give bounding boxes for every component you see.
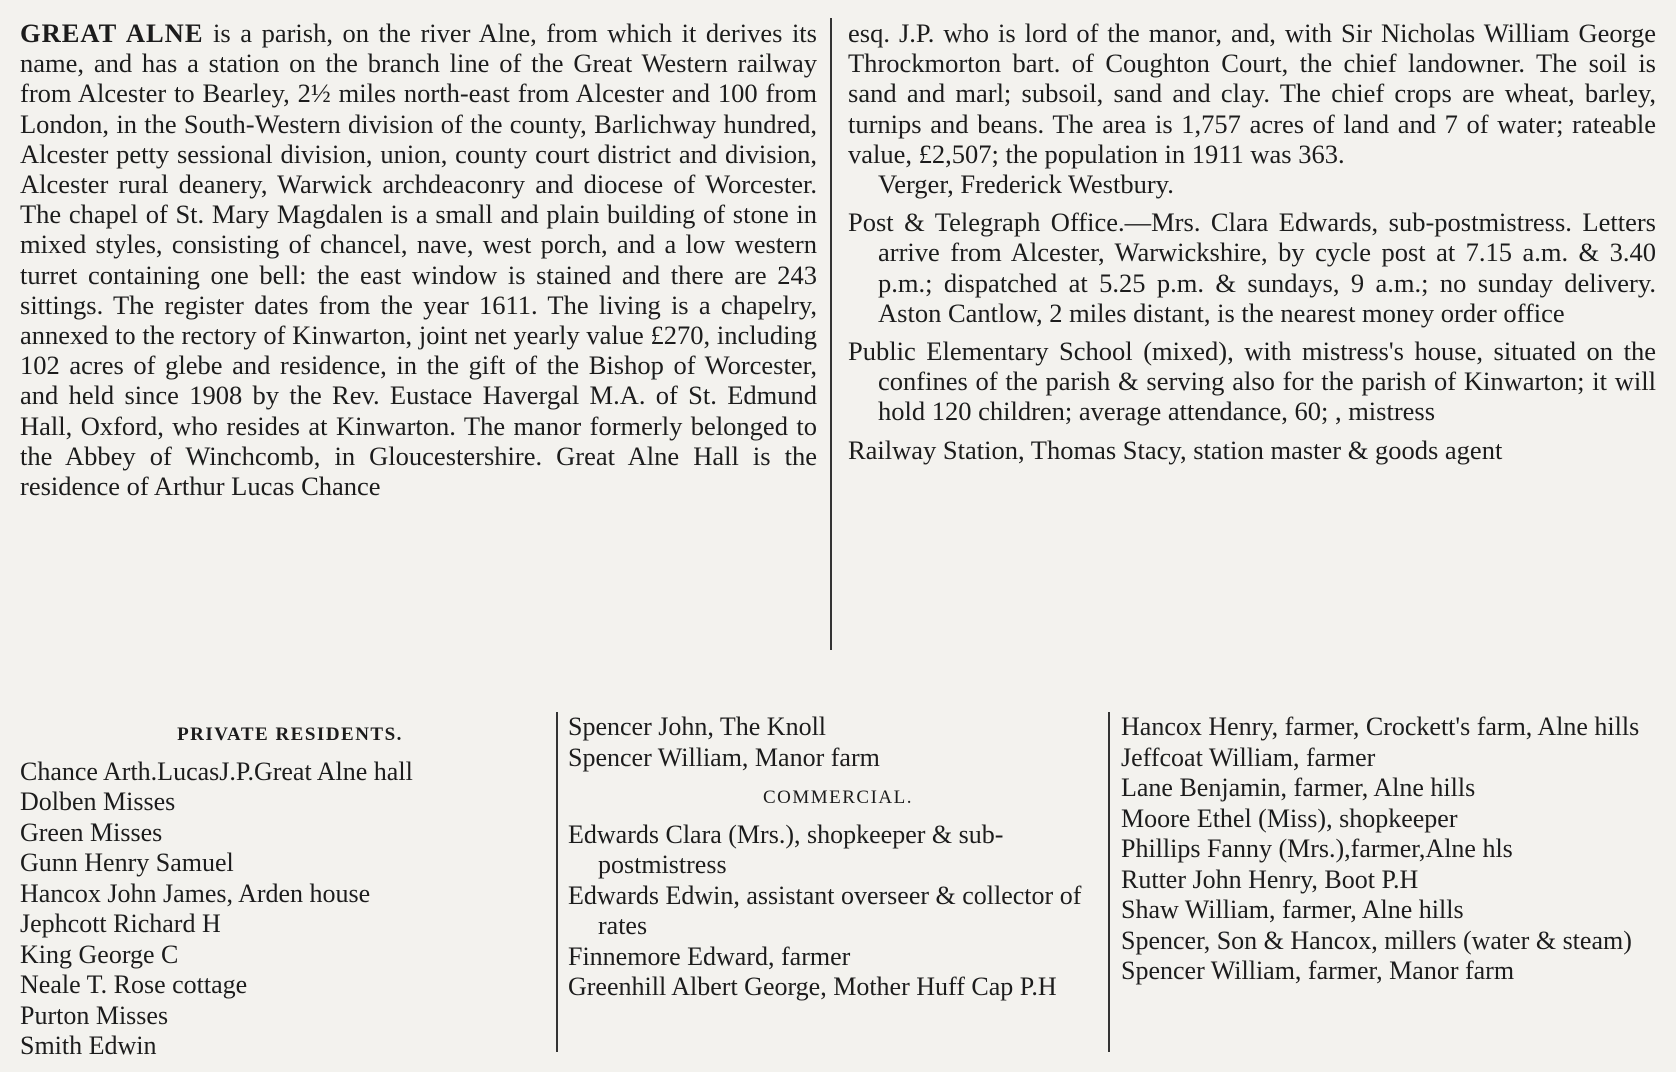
parish-name: GREAT ALNE xyxy=(20,18,204,48)
school-entry: Public Elementary School (mixed), with mistress's house, situated on the confines of the parish & serving also for the parish of Kinwarton; it will hold 120 children; average attendance, 60; , mistress xyxy=(848,336,1656,427)
parish-continuation: esq. J.P. who is lord of the manor, and, with Sir Nicholas William George Throckmorton bart. of Coughton Court, the chief landowner. The soil is sand and marl; subsoil, sand and clay. The chief crops are wheat, barley, turnips and beans. The area is 1,757 acres of land and 7 of water; rateable value, £2,507; the population in 1911 was 363. xyxy=(848,18,1656,169)
list-item: Spencer William, farmer, Manor farm xyxy=(1121,956,1515,985)
commercial-column-continued xyxy=(1121,712,1661,987)
list-item: Jephcott Richard H xyxy=(20,909,221,938)
column-divider-top xyxy=(830,18,832,650)
private-residents-column xyxy=(20,712,560,1062)
list-item: Hancox Henry, farmer, Crockett's farm, Alne hills xyxy=(1121,712,1640,741)
list-item: Dolben Misses xyxy=(20,787,176,816)
list-item: Green Misses xyxy=(20,817,163,847)
post-office-entry: Post & Telegraph Office.—Mrs. Clara Edwards, sub-postmistress. Letters arrive from Alcester, Warwickshire, by cycle post at 7.15 a.m. & 3.40 p.m.; dispatched at 5.25 p.m. & sundays, 9 a.m.; no sunday delivery. Aston Cantlow, 2 miles distant, is the nearest money order office xyxy=(848,207,1656,328)
column-divider-lower-left xyxy=(556,712,558,1052)
parish-details-column xyxy=(848,18,1656,465)
list-item: Neale T. Rose cottage xyxy=(20,970,248,999)
list-item: Edwards Clara (Mrs.), shopkeeper & sub-postmistress xyxy=(568,819,1004,879)
list-item: Jeffcoat William, farmer xyxy=(1121,742,1376,772)
list-item: Spencer William, Manor farm xyxy=(568,742,880,772)
list-item: Smith Edwin xyxy=(20,1031,157,1060)
list-item: Moore Ethel (Miss), shopkeeper xyxy=(1121,803,1458,833)
parish-description-column xyxy=(20,18,817,501)
commercial-column xyxy=(568,712,1108,1003)
list-item: Purton Misses xyxy=(20,1000,169,1030)
list-item: Lane Benjamin, farmer, Alne hills xyxy=(1121,773,1476,802)
list-item: Gunn Henry Samuel xyxy=(20,848,234,877)
commercial-heading: COMMERCIAL. xyxy=(762,787,914,808)
parish-description xyxy=(20,18,817,501)
list-item: Spencer John, The Knoll xyxy=(568,712,827,741)
list-item: Greenhill Albert George, Mother Huff Cap P.H xyxy=(568,972,1057,1001)
column-divider-lower-right xyxy=(1108,712,1110,1052)
list-item: Rutter John Henry, Boot P.H xyxy=(1121,864,1419,894)
list-item: Chance Arth.LucasJ.P.Great Alne hall xyxy=(20,756,413,786)
railway-station-entry: Railway Station, Thomas Stacy, station master & goods agent xyxy=(848,434,1503,465)
list-item: Shaw William, farmer, Alne hills xyxy=(1121,895,1464,924)
list-item: Finnemore Edward, farmer xyxy=(568,941,851,971)
parish-description-text: is a parish, on the river Alne, from which it derives its name, and has a station on the branch line of the Great Western railway from Alcester to Bearley, 2½ miles north-east from Alcester and 100 from London, in the South-Western division of the county, Barlichway hundred, Alcester petty sessional division, union, county court district and division, Alcester rural deanery, Warwick archdeaconry and diocese of Worcester. The chapel of St. Mary Magdalen is a small and plain building of stone in mixed styles, consisting of chancel, nave, west porch, and a low western turret containing one bell: the east window is stained and there are 243 sittings. The register dates from the year 1611. The living is a chapelry, annexed to the rectory of Kinwarton, joint net yearly value £270, including 102 acres of glebe and residence, in the gift of the Bishop of Worcester, and held since 1908 by the Rev. Eustace Havergal M.A. of St. Edmund Hall, Oxford, who resides at Kinwarton. The manor formerly belonged to the Abbey of Winchcomb, in Gloucestershire. Great Alne Hall is the residence of Arthur Lucas Chance xyxy=(20,18,817,502)
verger-line: Verger, Frederick Westbury. xyxy=(878,169,1174,200)
list-item: Phillips Fanny (Mrs.),farmer,Alne hls xyxy=(1121,834,1513,863)
list-item: King George C xyxy=(20,939,179,969)
list-item: Hancox John James, Arden house xyxy=(20,878,371,908)
list-item: Edwards Edwin, assistant overseer & collector of rates xyxy=(568,880,1082,940)
list-item: Spencer, Son & Hancox, millers (water & steam) xyxy=(1121,925,1632,955)
private-residents-heading: PRIVATE RESIDENTS. xyxy=(177,724,403,745)
